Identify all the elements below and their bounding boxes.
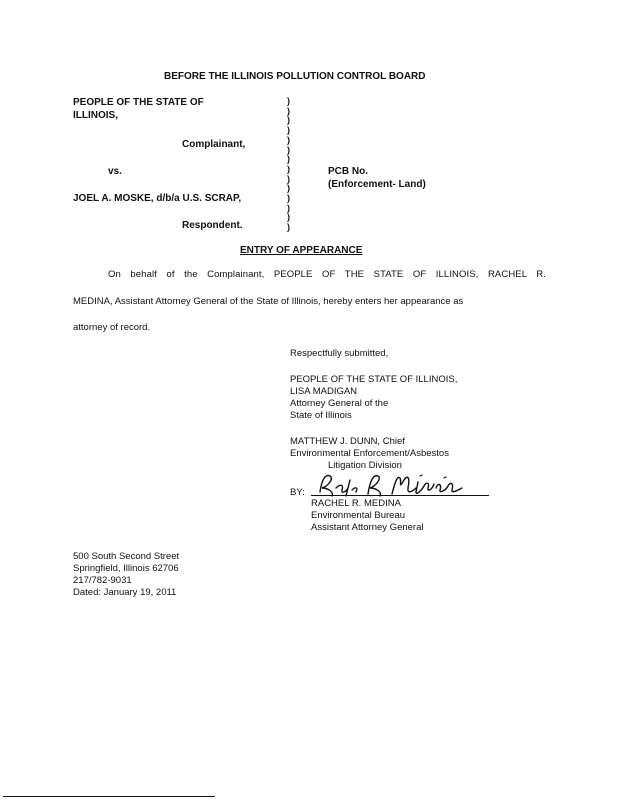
signer-block: [311, 498, 423, 534]
city-address: Springfield, Illinois 62706: [73, 563, 179, 574]
paren-7: ): [287, 154, 290, 165]
bureau-name: Environmental Bureau: [311, 510, 405, 521]
signer-name: RACHEL R. MEDINA: [311, 498, 401, 509]
division-block: [290, 436, 449, 472]
signature-line: [311, 495, 489, 496]
phone-number: 217/782-9031: [73, 575, 132, 586]
attorney-general-block: [290, 374, 457, 422]
paren-5: ): [287, 134, 290, 145]
body-line-3: attorney of record.: [73, 322, 151, 333]
paren-14: ): [287, 222, 290, 233]
ag-title-line-1: Attorney General of the: [290, 398, 389, 409]
closing-text: Respectfully submitted,: [290, 348, 389, 359]
body-line-2: MEDINA, Assistant Attorney General of the State of Illinois, hereby enters her appearance as: [73, 296, 464, 307]
paren-8: ): [287, 163, 290, 174]
street-address: 500 South Second Street: [73, 551, 180, 562]
paren-13: ): [287, 212, 290, 223]
court-header: BEFORE THE ILLINOIS POLLUTION CONTROL BOARD: [164, 71, 426, 82]
paren-6: ): [287, 144, 290, 155]
ag-title-line-2: State of Illinois: [290, 410, 352, 421]
ag-name: LISA MADIGAN: [290, 386, 358, 397]
paren-4: ): [287, 125, 290, 136]
division-line-2: Litigation Division: [328, 460, 402, 471]
paren-12: ): [287, 202, 290, 213]
chief-name: MATTHEW J. DUNN, Chief: [290, 436, 405, 447]
division-line-1: Environmental Enforcement/Asbestos: [290, 448, 449, 459]
address-block: [73, 551, 179, 599]
document-title: ENTRY OF APPEARANCE: [240, 245, 363, 256]
paren-11: ): [287, 193, 290, 204]
case-type-label: (Enforcement- Land): [328, 179, 426, 190]
signer-title: Assistant Attorney General: [311, 522, 424, 533]
paren-2: ): [287, 105, 290, 116]
defendant-name: JOEL A. MOSKE, d/b/a U.S. SCRAP,: [73, 193, 242, 204]
footer-rule: [3, 796, 215, 797]
body-line-1: On behalf of the Complainant, PEOPLE OF THE STATE OF ILLINOIS, RACHEL R.: [108, 269, 546, 280]
caption-parentheses: [287, 97, 297, 233]
by-label: BY:: [290, 487, 305, 498]
paren-9: ): [287, 173, 290, 184]
paren-10: ): [287, 183, 290, 194]
respondent-label: Respondent.: [182, 220, 243, 231]
plaintiff-line-2: ILLINOIS,: [73, 110, 118, 121]
party-name: PEOPLE OF THE STATE OF ILLINOIS,: [290, 374, 458, 385]
paren-1: ): [287, 96, 290, 106]
plaintiff-line-1: PEOPLE OF THE STATE OF: [73, 97, 204, 108]
complainant-label: Complainant,: [182, 139, 246, 150]
vs-label: vs.: [108, 166, 122, 177]
pcb-number-label: PCB No.: [328, 166, 368, 177]
dated-line: Dated: January 19, 2011: [73, 587, 177, 598]
paren-3: ): [287, 115, 290, 126]
